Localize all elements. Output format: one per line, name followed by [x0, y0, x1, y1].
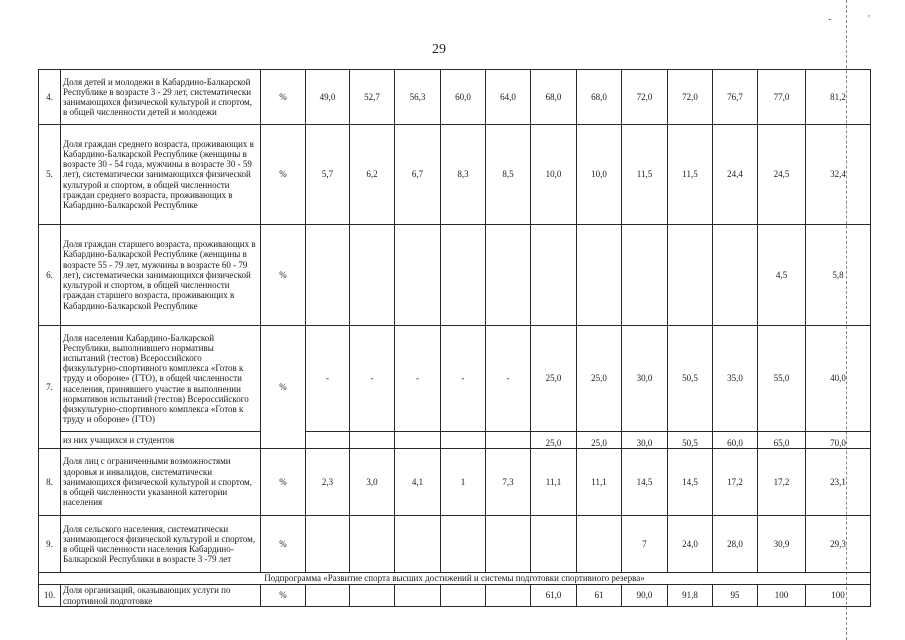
value-cell: 24,0 — [668, 516, 713, 573]
value-cell: 61 — [577, 585, 622, 607]
indicators-table — [38, 69, 871, 607]
value-cell: 2,3 — [306, 449, 350, 516]
row-number: 4. — [39, 70, 61, 125]
value-cell: 10,0 — [531, 125, 577, 225]
table-body — [39, 70, 871, 607]
value-cell: 49,0 — [306, 70, 350, 125]
value-cell: 76,7 — [713, 70, 758, 125]
value-cell: 90,0 — [622, 585, 668, 607]
indicator-name: Доля граждан среднего возраста, проживающих в Кабардино-Балкарской Республике (женщины в возрасте 30 - 54 года, мужчины в возрасте 30 - 59 лет), систематически занимающихся физической культурой и спортом, в общей численности граждан среднего возраста, проживающих в Кабардино-Балкарской Республике — [61, 125, 261, 225]
value-cell — [577, 225, 622, 326]
value-cell: - — [486, 326, 531, 432]
indicator-subname: из них учащихся и студентов — [61, 432, 261, 449]
value-cell: 5,8 — [806, 225, 871, 326]
value-cell: 64,0 — [486, 70, 531, 125]
value-cell: 55,0 — [758, 326, 806, 432]
value-cell: 8,5 — [486, 125, 531, 225]
value-cell: 100 — [758, 585, 806, 607]
value-cell — [622, 225, 668, 326]
value-cell: 7 — [622, 516, 668, 573]
value-cell: 3,0 — [350, 449, 395, 516]
value-cell — [577, 516, 622, 573]
subprogram-row — [39, 573, 871, 585]
value-cell — [350, 516, 395, 573]
value-cell: 50,5 — [668, 326, 713, 432]
value-cell — [395, 225, 441, 326]
value-cell — [306, 225, 350, 326]
row-number: 9. — [39, 516, 61, 573]
value-cell: - — [350, 326, 395, 432]
table-row — [39, 585, 871, 607]
value-cell: 29,3 — [806, 516, 871, 573]
value-cell: 56,3 — [395, 70, 441, 125]
value-cell: 68,0 — [531, 70, 577, 125]
value-cell — [441, 225, 486, 326]
value-cell: 30,0 — [622, 326, 668, 432]
unit-cell: % — [261, 225, 306, 326]
value-cell — [306, 516, 350, 573]
row-number: 8. — [39, 449, 61, 516]
value-cell: 14,5 — [668, 449, 713, 516]
value-cell: 25,0 — [531, 326, 577, 432]
value-cell: 17,2 — [713, 449, 758, 516]
value-cell: 52,7 — [350, 70, 395, 125]
value-cell — [531, 516, 577, 573]
value-cell — [306, 432, 350, 449]
table-row — [39, 125, 871, 225]
value-cell — [486, 585, 531, 607]
indicator-name: Доля сельского населения, систематически занимающегося физической культурой и спортом, в общей численности населения Кабардино-Балкарской Республики в возрасте 3 -79 лет — [61, 516, 261, 573]
table-row — [39, 449, 871, 516]
value-cell: - — [441, 326, 486, 432]
value-cell: 11,5 — [622, 125, 668, 225]
value-cell: 8,3 — [441, 125, 486, 225]
value-cell: 28,0 — [713, 516, 758, 573]
value-cell: 14,5 — [622, 449, 668, 516]
value-cell: 35,0 — [713, 326, 758, 432]
value-cell: 17,2 — [758, 449, 806, 516]
value-cell: 95 — [713, 585, 758, 607]
value-cell: 6,2 — [350, 125, 395, 225]
value-cell: 4,1 — [395, 449, 441, 516]
unit-cell: % — [261, 516, 306, 573]
value-cell — [395, 516, 441, 573]
value-cell: 72,0 — [668, 70, 713, 125]
unit-cell: % — [261, 70, 306, 125]
table-row — [39, 225, 871, 326]
value-cell: 72,0 — [622, 70, 668, 125]
indicator-name: Доля граждан старшего возраста, проживающих в Кабардино-Балкарской Республике (женщины в возрасте 55 - 79 лет, мужчины в возрасте 60 - 79 лет), систематически занимающихся физической культурой и спортом, в общей численности граждан старшего возраста, проживающих в Кабардино-Балкарской Республике — [61, 225, 261, 326]
row-number: 10. — [39, 585, 61, 607]
value-cell — [668, 225, 713, 326]
value-cell — [486, 432, 531, 449]
value-cell — [350, 432, 395, 449]
value-cell: 50,5 — [668, 432, 713, 449]
value-cell — [441, 432, 486, 449]
value-cell: 25,0 — [531, 432, 577, 449]
row-number: 6. — [39, 225, 61, 326]
value-cell — [350, 585, 395, 607]
value-cell — [306, 585, 350, 607]
table-row — [39, 326, 871, 432]
value-cell: 24,4 — [713, 125, 758, 225]
value-cell: 60,0 — [441, 70, 486, 125]
value-cell — [350, 225, 395, 326]
subprogram-title: Подпрограмма «Развитие спорта высших достижений и системы подготовки спортивного резерва» — [39, 573, 871, 585]
indicator-name: Доля детей и молодежи в Кабардино-Балкарской Республике в возрасте 3 - 29 лет, систематически занимающихся физической культурой и спортом, в общей численности детей и молодежи — [61, 70, 261, 125]
scan-mark: - — [828, 14, 832, 25]
value-cell: 7,3 — [486, 449, 531, 516]
value-cell: 32,4 — [806, 125, 871, 225]
indicator-name: Доля населения Кабардино-Балкарской Республики, выполнившего нормативы испытаний (тестов) Всероссийского физкультурно-спортивного комплекса «Готов к труду и обороне» (ГТО), в общей численности населения, принявшего участие в выполнении нормативов испытаний (тестов) Всероссийского физкультурно-спортивного комплекса «Готов к труду и обороне» (ГТО) — [61, 326, 261, 432]
value-cell: 91,8 — [668, 585, 713, 607]
row-number: 5. — [39, 125, 61, 225]
value-cell: 24,5 — [758, 125, 806, 225]
value-cell — [395, 432, 441, 449]
value-cell: 61,0 — [531, 585, 577, 607]
value-cell: 11,1 — [531, 449, 577, 516]
value-cell: 6,7 — [395, 125, 441, 225]
page-number: 29 — [432, 42, 446, 57]
value-cell: 30,0 — [622, 432, 668, 449]
value-cell — [441, 585, 486, 607]
value-cell: 25,0 — [577, 326, 622, 432]
value-cell: 1 — [441, 449, 486, 516]
value-cell: 10,0 — [577, 125, 622, 225]
value-cell — [713, 225, 758, 326]
value-cell: 70,0 — [806, 432, 871, 449]
value-cell: - — [306, 326, 350, 432]
value-cell — [395, 585, 441, 607]
table-subrow — [39, 432, 871, 449]
unit-cell: % — [261, 585, 306, 607]
value-cell: 11,1 — [577, 449, 622, 516]
unit-cell: % — [261, 125, 306, 225]
indicator-name: Доля лиц с ограниченными возможностями здоровья и инвалидов, систематически занимающихся физической культурой и спортом, в общей численности указанной категории населения — [61, 449, 261, 516]
value-cell: 60,0 — [713, 432, 758, 449]
value-cell — [441, 516, 486, 573]
value-cell: 81,2 — [806, 70, 871, 125]
value-cell: 25,0 — [577, 432, 622, 449]
value-cell: 23,1 — [806, 449, 871, 516]
value-cell: 65,0 — [758, 432, 806, 449]
value-cell: - — [395, 326, 441, 432]
value-cell — [486, 225, 531, 326]
value-cell: 5,7 — [306, 125, 350, 225]
value-cell — [486, 516, 531, 573]
table-row — [39, 516, 871, 573]
value-cell: 4,5 — [758, 225, 806, 326]
value-cell: 11,5 — [668, 125, 713, 225]
value-cell — [531, 225, 577, 326]
row-number: 7. — [39, 326, 61, 449]
value-cell: 30,9 — [758, 516, 806, 573]
table-row — [39, 70, 871, 125]
unit-cell: % — [261, 449, 306, 516]
value-cell: 100 — [806, 585, 871, 607]
value-cell: 68,0 — [577, 70, 622, 125]
value-cell: 77,0 — [758, 70, 806, 125]
indicator-name: Доля организаций, оказывающих услуги по спортивной подготовке — [61, 585, 261, 607]
scan-mark: ' — [868, 14, 870, 25]
value-cell: 40,0 — [806, 326, 871, 432]
unit-cell: % — [261, 326, 306, 449]
